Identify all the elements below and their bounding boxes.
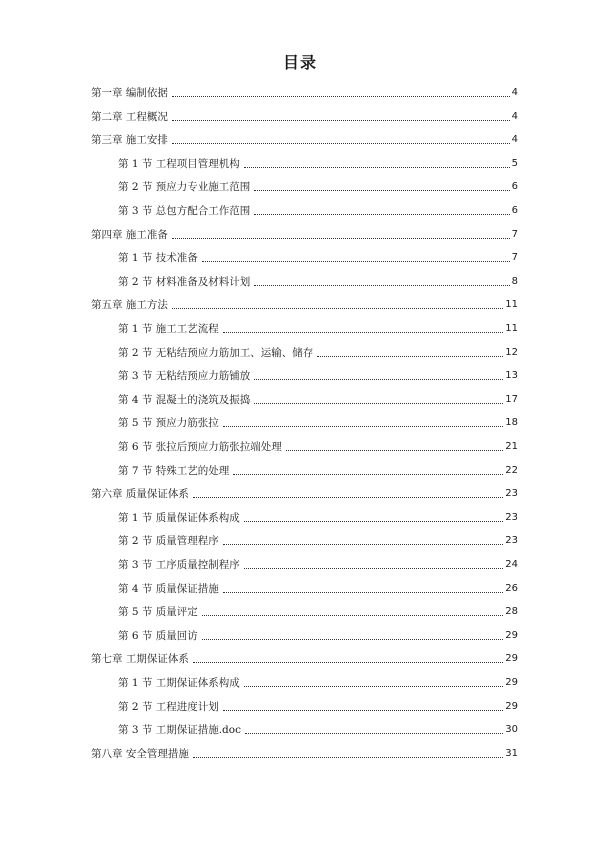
toc-entry-label: 第 4 节 混凝土的浇筑及振捣 [118,393,251,406]
toc-entry-label: 第四章 施工准备 [91,228,168,241]
toc-page-number: 24 [505,559,518,570]
toc-entry-label: 第七章 工期保证体系 [91,653,189,666]
toc-page-number: 23 [505,488,518,500]
toc-section-entry[interactable] [118,320,518,336]
toc-dot-leader [254,285,509,286]
toc-entry-label: 第一章 编制依据 [91,87,168,99]
toc-dot-leader [172,120,510,121]
toc-chapter-entry[interactable] [91,84,518,100]
toc-section-entry[interactable] [118,580,518,596]
toc-dot-leader [223,426,504,427]
toc-dot-leader [254,379,503,380]
toc-entry-label: 第 1 节 工程项目管理机构 [118,157,240,170]
toc-title: 目录 [282,53,317,72]
toc-entry-label: 第 3 节 总包方配合工作范围 [118,205,251,217]
toc-dot-leader [244,167,510,168]
toc-page-number: 6 [511,205,518,216]
toc-page-number: 6 [511,181,518,193]
toc-entry-label: 第 5 节 预应力筋张拉 [118,417,219,430]
toc-page-number: 4 [511,87,518,98]
toc-chapter-entry[interactable] [91,650,518,666]
toc-dot-leader [254,214,509,215]
toc-page-number: 7 [511,228,518,240]
toc-dot-leader [233,474,503,475]
toc-dot-leader [223,544,504,545]
toc-dot-leader [193,497,503,498]
toc-dot-leader [254,403,503,404]
toc-entry-label: 第 7 节 特殊工艺的处理 [118,464,230,477]
toc-dot-leader [172,238,510,239]
toc-section-entry[interactable] [118,438,518,454]
toc-page-number: 7 [511,252,518,264]
toc-section-entry[interactable] [118,202,518,218]
toc-page-number: 4 [511,110,518,122]
toc-page-number: 23 [505,535,518,547]
toc-section-entry[interactable] [118,178,518,194]
toc-dot-leader [223,710,504,711]
toc-dot-leader [317,356,503,357]
toc-chapter-entry[interactable] [91,226,518,242]
toc-page-number: 17 [505,393,518,405]
toc-dot-leader [244,521,504,522]
toc-section-entry[interactable] [118,509,518,525]
toc-entry-label: 第二章 工程概况 [91,110,168,123]
toc-page-number: 28 [505,606,518,618]
toc-section-entry[interactable] [118,391,518,407]
toc-dot-leader [202,261,510,262]
toc-dot-leader [244,568,504,569]
toc-dot-leader [193,662,503,663]
toc-section-entry[interactable] [118,698,518,714]
toc-dot-leader [223,592,504,593]
toc-dot-leader [223,332,504,333]
toc-section-entry[interactable] [118,462,518,478]
toc-page-number: 26 [505,582,518,594]
toc-page-number: 8 [511,275,518,287]
toc-dot-leader [244,686,504,687]
toc-page-number: 18 [505,417,518,429]
toc-entry-label: 第 5 节 质量评定 [118,606,198,619]
toc-entry-label: 第 1 节 工期保证体系构成 [118,677,240,689]
toc-page-number: 22 [505,464,518,476]
toc-page-number: 30 [505,724,518,736]
toc-chapter-entry[interactable] [91,745,518,761]
toc-dot-leader [172,308,503,309]
toc-chapter-entry[interactable] [91,296,518,312]
toc-entry-label: 第 4 节 质量保证措施 [118,582,219,595]
toc-section-entry[interactable] [118,532,518,548]
toc-section-entry[interactable] [118,414,518,430]
toc-entry-label: 第 2 节 材料准备及材料计划 [118,275,251,288]
toc-entry-label: 第 2 节 质量管理程序 [118,535,219,548]
toc-section-entry[interactable] [118,674,518,690]
toc-entry-label: 第 1 节 质量保证体系构成 [118,511,240,524]
toc-section-entry[interactable] [118,721,518,737]
toc-dot-leader [202,639,504,640]
toc-page-number: 29 [505,629,518,641]
toc-entry-label: 第三章 施工安排 [91,134,168,147]
toc-entry-label: 第 2 节 无粘结预应力筋加工、运输、储存 [118,346,314,359]
toc-page-number: 12 [505,346,518,358]
toc-entry-label: 第 3 节 工期保证措施.doc [118,724,241,737]
toc-page-number: 11 [505,299,518,311]
toc-entry-label: 第 6 节 张拉后预应力筋张拉端处理 [118,441,282,453]
toc-section-entry[interactable] [118,367,518,383]
toc-chapter-entry[interactable] [91,485,518,501]
toc-dot-leader [286,450,504,451]
toc-entry-label: 第 1 节 施工工艺流程 [118,323,219,335]
toc-page-number: 11 [505,323,518,334]
toc-page-number: 5 [511,157,518,169]
toc-dot-leader [172,96,510,97]
toc-chapter-entry[interactable] [91,108,518,124]
toc-entry-label: 第 6 节 质量回访 [118,629,198,642]
toc-page-number: 23 [505,511,518,523]
toc-section-entry[interactable] [118,273,518,289]
toc-page-number: 13 [505,370,518,382]
toc-section-entry[interactable] [118,249,518,265]
toc-page-number: 29 [505,700,518,712]
toc-section-entry[interactable] [118,155,518,171]
toc-chapter-entry[interactable] [91,131,518,147]
toc-entry-label: 第 2 节 预应力专业施工范围 [118,181,251,194]
toc-dot-leader [202,615,504,616]
toc-section-entry[interactable] [118,603,518,619]
toc-entry-label: 第六章 质量保证体系 [91,488,189,501]
toc-entry-label: 第五章 施工方法 [91,299,168,312]
toc-entry-label: 第八章 安全管理措施 [91,747,189,760]
toc-entry-label: 第 3 节 工序质量控制程序 [118,559,240,571]
toc-entry-label: 第 3 节 无粘结预应力筋铺放 [118,370,251,383]
toc-page-number: 29 [505,653,518,665]
toc-dot-leader [245,733,503,734]
toc-dot-leader [254,190,509,191]
toc-dot-leader [193,757,503,758]
toc-entry-label: 第 2 节 工程进度计划 [118,700,219,713]
toc-page-number: 31 [505,747,518,759]
toc-page-number: 21 [505,441,518,452]
toc-entry-label: 第 1 节 技术准备 [118,252,198,265]
toc-page-number: 4 [511,134,518,146]
toc-dot-leader [172,143,510,144]
toc-page-number: 29 [505,677,518,688]
toc-section-entry[interactable] [118,556,518,572]
toc-section-entry[interactable] [118,344,518,360]
toc-section-entry[interactable] [118,627,518,643]
